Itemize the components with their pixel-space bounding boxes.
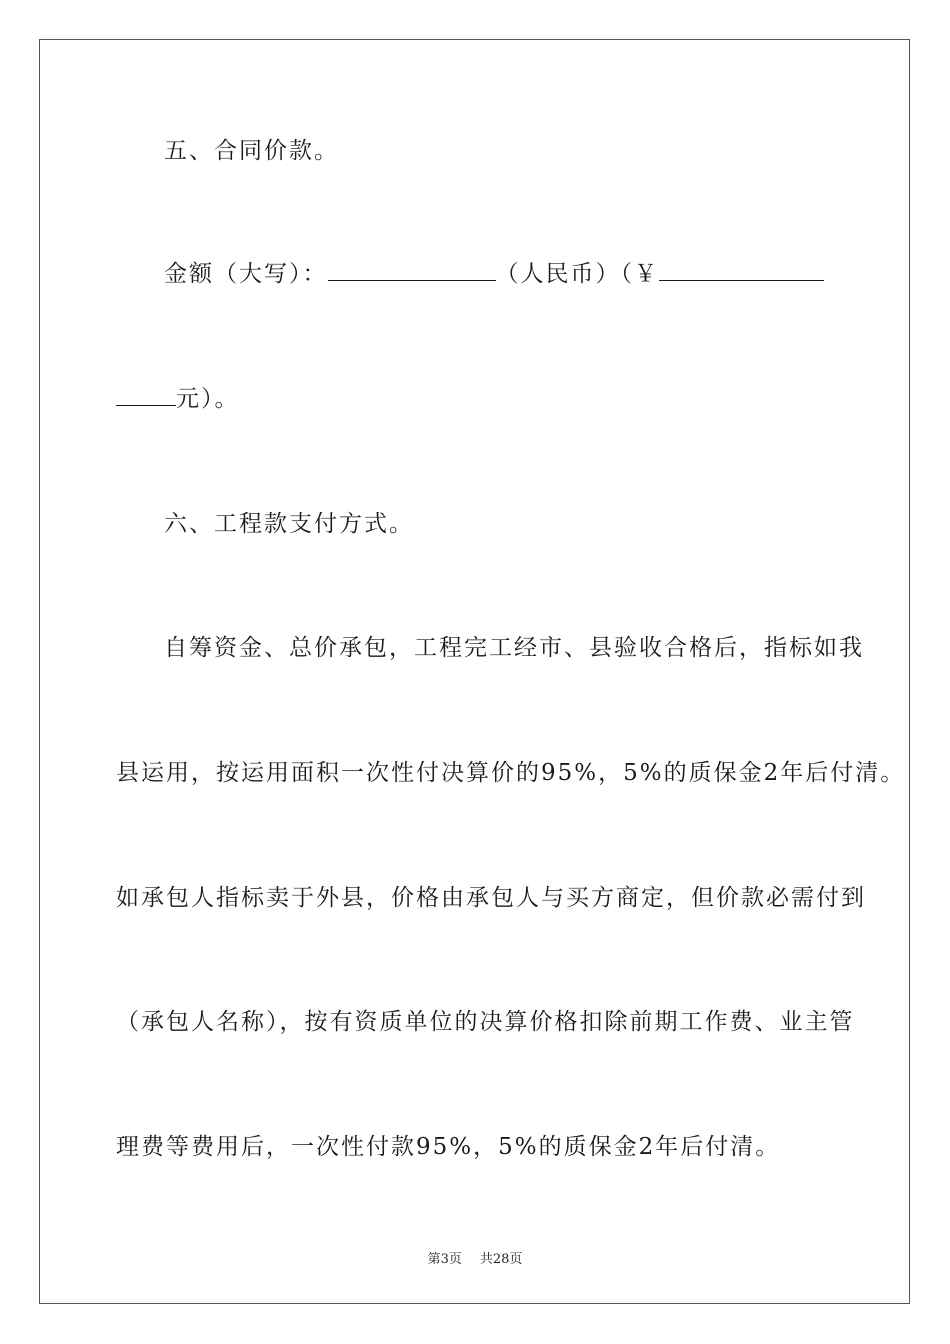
paragraph-line-5: 理费等费用后，一次性付款95%，5%的质保金2年后付清。 bbox=[116, 1134, 781, 1160]
page-border bbox=[39, 39, 910, 1304]
paragraph-line-3: 如承包人指标卖于外县，价格由承包人与买方商定，但价款必需付到 bbox=[116, 885, 866, 911]
page-number: 第3页 bbox=[427, 1252, 462, 1267]
amount-unit-label: 元）。 bbox=[176, 386, 240, 412]
section-heading-payment-method: 六、工程款支付方式。 bbox=[164, 511, 414, 537]
paragraph-line-2: 县运用，按运用面积一次性付决算价的95%，5%的质保金2年后付清。 bbox=[116, 760, 906, 786]
total-pages: 共28页 bbox=[479, 1252, 523, 1267]
amount-line bbox=[164, 258, 824, 289]
amount-number-blank-continued bbox=[116, 383, 176, 406]
page-footer bbox=[0, 1248, 950, 1267]
paragraph-line-4: （承包人名称），按有资质单位的决算价格扣除前期工作费、业主管 bbox=[116, 1009, 855, 1035]
paragraph-line-1: 自筹资金、总价承包，工程完工经市、县验收合格后，指标如我 bbox=[164, 635, 864, 661]
amount-number-blank bbox=[659, 258, 824, 281]
amount-currency-label: （人民币）（￥ bbox=[495, 261, 659, 287]
section-heading-contract-price: 五、合同价款。 bbox=[164, 138, 339, 164]
amount-words-blank bbox=[328, 258, 496, 281]
amount-continuation-line bbox=[116, 383, 240, 414]
amount-label: 金额（大写）： bbox=[164, 261, 328, 287]
